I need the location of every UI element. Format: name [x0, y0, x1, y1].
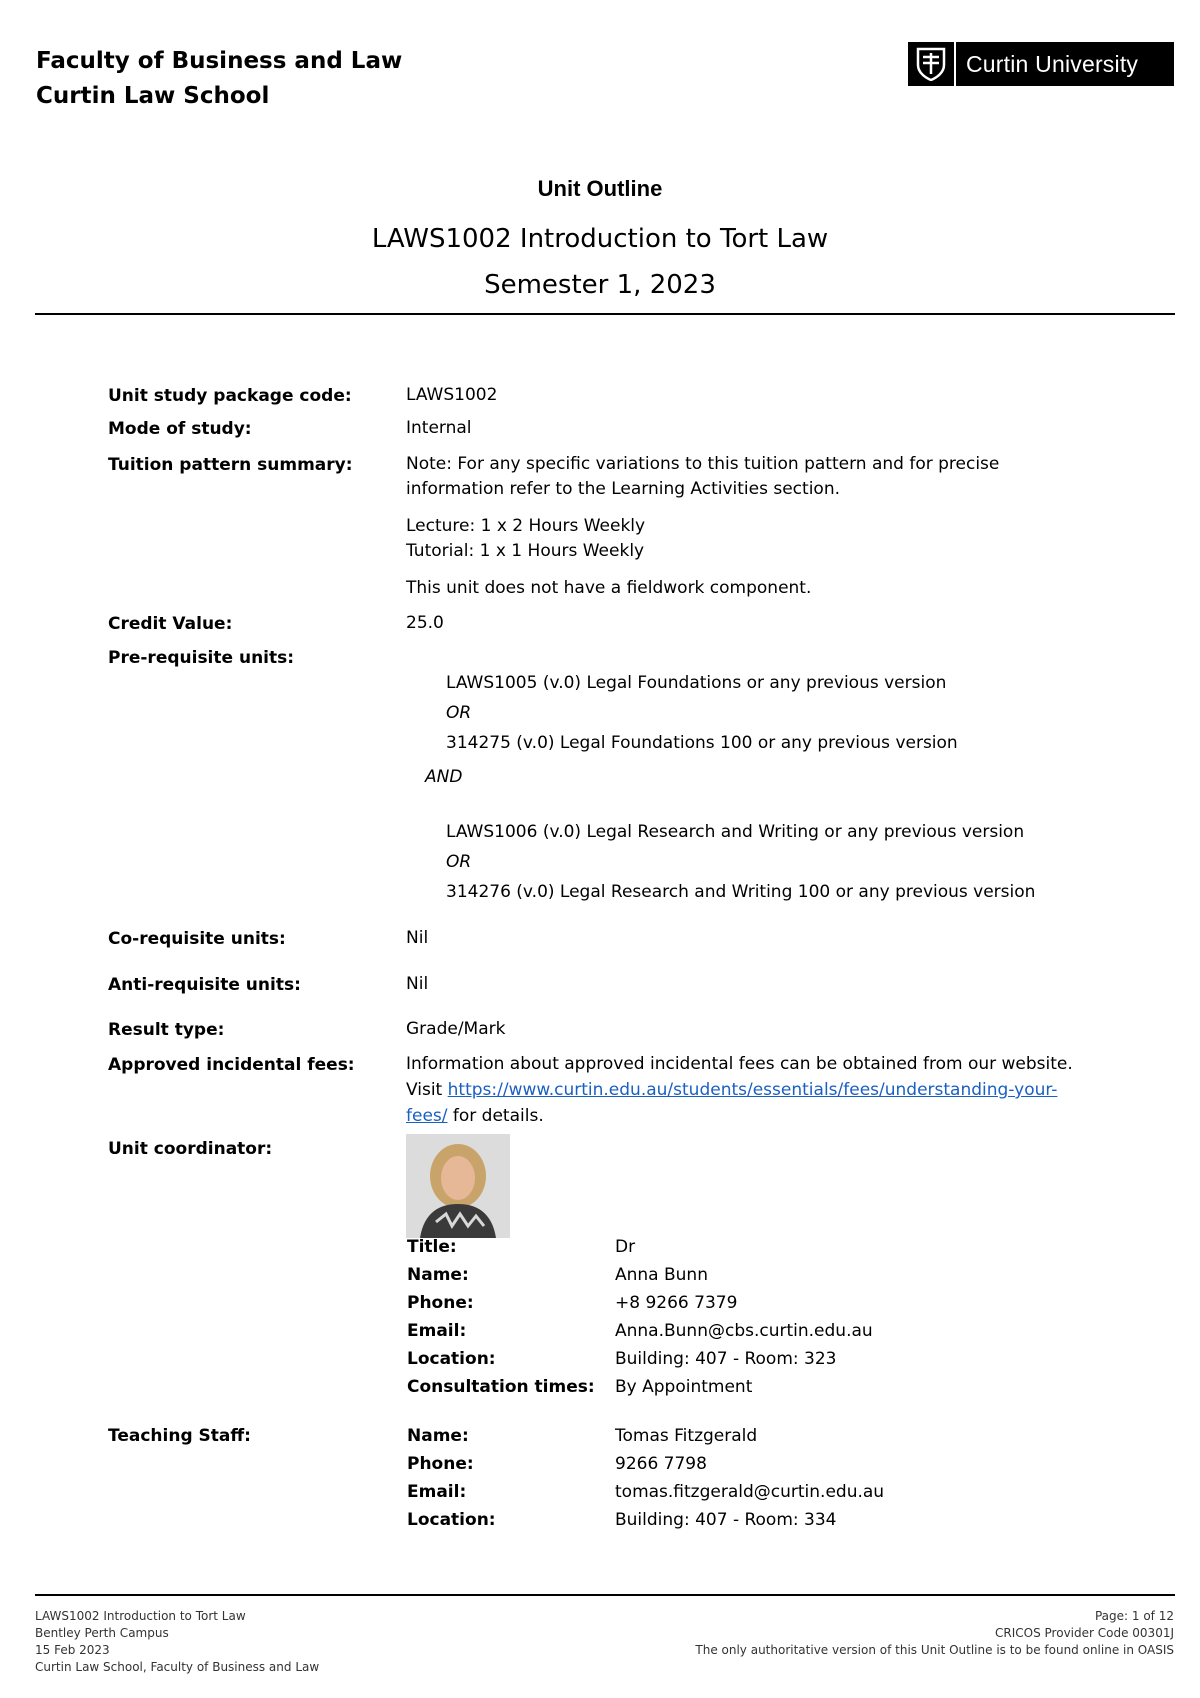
coordinator-location-label: Location: — [407, 1349, 496, 1369]
teacher-name: Tomas Fitzgerald — [615, 1426, 758, 1446]
mode-label: Mode of study: — [108, 419, 252, 439]
fees-link-end[interactable]: fees/ — [406, 1106, 448, 1126]
result-label: Result type: — [108, 1020, 225, 1040]
result-value: Grade/Mark — [406, 1019, 506, 1039]
prereq-label: Pre-requisite units: — [108, 648, 295, 668]
header-divider — [35, 313, 1175, 315]
footer-left — [35, 1608, 319, 1676]
unit-title: LAWS1002 Introduction to Tort Law — [371, 224, 829, 254]
faculty-name: Faculty of Business and Law — [36, 48, 403, 74]
curtin-logo — [908, 42, 1174, 86]
fees-line-2 — [406, 1078, 1057, 1103]
footer-cricos: CRICOS Provider Code 00301J — [995, 1626, 1174, 1640]
footer-date: 15 Feb 2023 — [35, 1643, 110, 1657]
prereq-or-1: OR — [446, 703, 472, 723]
school-name: Curtin Law School — [36, 83, 270, 109]
coordinator-phone-label: Phone: — [407, 1293, 474, 1313]
prereq-unit-4: 314276 (v.0) Legal Research and Writing 100 or any previous version — [446, 882, 1036, 902]
code-value: LAWS1002 — [406, 385, 498, 405]
teacher-phone-label: Phone: — [407, 1454, 474, 1474]
antireq-label: Anti-requisite units: — [108, 975, 301, 995]
credit-label: Credit Value: — [108, 614, 233, 634]
coreq-value: Nil — [406, 928, 429, 948]
coordinator-title-label: Title: — [407, 1237, 457, 1257]
teacher-email[interactable]: tomas.fitzgerald@curtin.edu.au — [615, 1482, 885, 1502]
code-label: Unit study package code: — [108, 386, 352, 406]
coordinator-label: Unit coordinator: — [108, 1139, 273, 1159]
tuition-note-1: Note: For any specific variations to this tuition pattern and for precise — [406, 454, 1000, 474]
faculty-header — [36, 44, 402, 114]
teaching-label: Teaching Staff: — [108, 1426, 251, 1446]
fees-tail: for details. — [447, 1106, 544, 1126]
shield-icon — [908, 42, 956, 86]
fieldwork-note: This unit does not have a fieldwork component. — [406, 578, 812, 598]
antireq-value: Nil — [406, 974, 429, 994]
fees-visit: Visit — [406, 1080, 448, 1100]
coordinator-location: Building: 407 - Room: 323 — [615, 1349, 837, 1369]
footer-unit: LAWS1002 Introduction to Tort Law — [35, 1609, 246, 1623]
prereq-unit-1: LAWS1005 (v.0) Legal Foundations or any previous version — [446, 673, 947, 693]
footer-page: Page: 1 of 12 — [1094, 1609, 1174, 1623]
fees-line-3 — [406, 1104, 544, 1129]
mode-value: Internal — [406, 418, 472, 438]
credit-value: 25.0 — [406, 613, 444, 633]
coordinator-phone: +8 9266 7379 — [615, 1293, 738, 1313]
teacher-location: Building: 407 - Room: 334 — [615, 1510, 837, 1530]
coordinator-email-label: Email: — [407, 1321, 467, 1341]
fees-line-1: Information about approved incidental fees can be obtained from our website. — [406, 1054, 1073, 1074]
coordinator-name: Anna Bunn — [615, 1265, 708, 1285]
coordinator-consult: By Appointment — [615, 1377, 753, 1397]
footer-right — [695, 1608, 1174, 1659]
tuition-label: Tuition pattern summary: — [108, 455, 353, 475]
coordinator-photo — [406, 1134, 510, 1238]
semester: Semester 1, 2023 — [484, 270, 716, 300]
coordinator-email[interactable]: Anna.Bunn@cbs.curtin.edu.au — [615, 1321, 873, 1341]
coordinator-name-label: Name: — [407, 1265, 469, 1285]
coreq-label: Co-requisite units: — [108, 929, 286, 949]
teacher-location-label: Location: — [407, 1510, 496, 1530]
teacher-phone: 9266 7798 — [615, 1454, 707, 1474]
coordinator-consult-label: Consultation times: — [407, 1377, 595, 1397]
footer-divider — [35, 1594, 1175, 1596]
document-type: Unit Outline — [537, 176, 663, 201]
lecture-pattern: Lecture: 1 x 2 Hours Weekly — [406, 516, 646, 536]
fees-label: Approved incidental fees: — [108, 1055, 355, 1075]
prereq-unit-3: LAWS1006 (v.0) Legal Research and Writing or any previous version — [446, 822, 1025, 842]
fees-link[interactable]: https://www.curtin.edu.au/students/essentials/fees/understanding-your- — [447, 1080, 1058, 1100]
teacher-name-label: Name: — [407, 1426, 469, 1446]
prereq-unit-2: 314275 (v.0) Legal Foundations 100 or any previous version — [446, 733, 958, 753]
prereq-and: AND — [425, 767, 463, 787]
logo-text: Curtin University — [966, 50, 1139, 77]
prereq-or-2: OR — [446, 852, 472, 872]
tutorial-pattern: Tutorial: 1 x 1 Hours Weekly — [406, 541, 645, 561]
teacher-email-label: Email: — [407, 1482, 467, 1502]
coordinator-title: Dr — [615, 1237, 636, 1257]
footer-campus: Bentley Perth Campus — [35, 1626, 169, 1640]
footer-school: Curtin Law School, Faculty of Business and Law — [35, 1660, 320, 1674]
footer-authority: The only authoritative version of this Unit Outline is to be found online in OASIS — [695, 1643, 1174, 1657]
tuition-note-2: information refer to the Learning Activities section. — [406, 479, 840, 499]
